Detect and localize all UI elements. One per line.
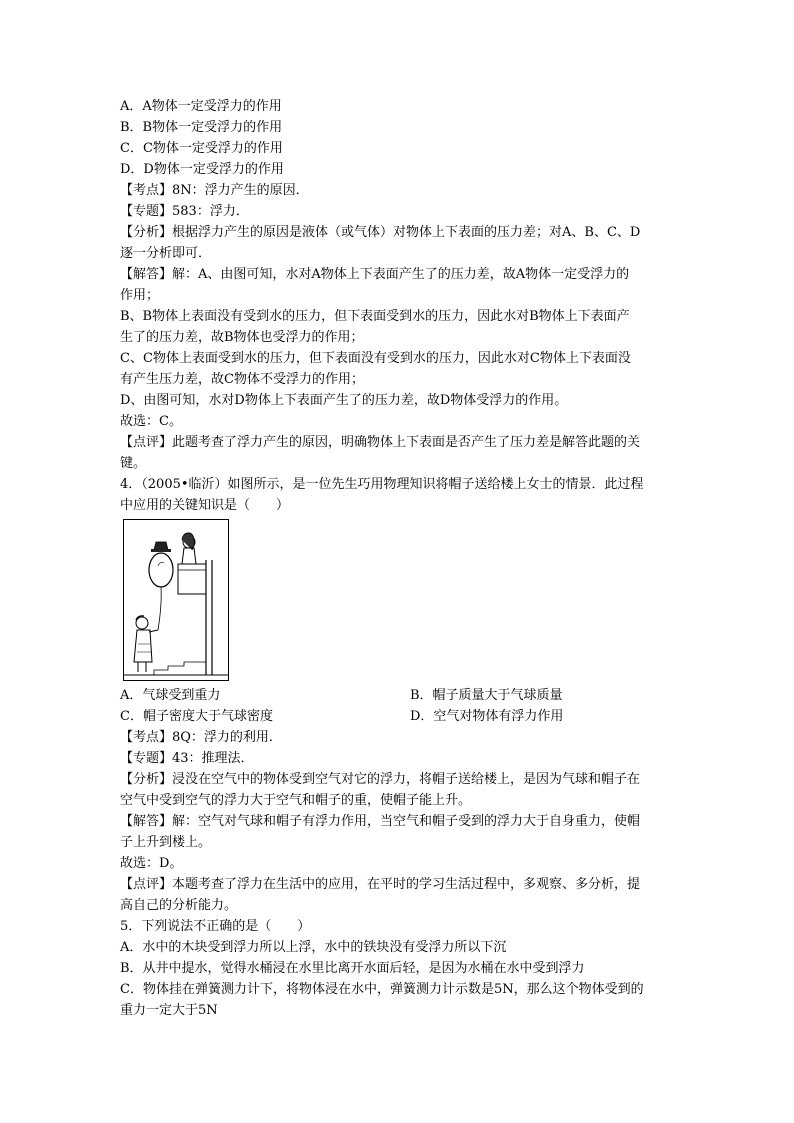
q3-jieda-line: 有产生压力差，故C物体不受浮力的作用； — [120, 372, 364, 387]
q5-option-a: A．水中的木块受到浮力所以上浮，水中的铁块没有受浮力所以下沉 — [120, 940, 507, 955]
balloon-hat-illustration — [123, 519, 229, 681]
q4-zhuanti: 【专题】43：推理法． — [120, 751, 254, 766]
q3-option-c: C．C物体一定受浮力的作用 — [120, 141, 283, 156]
q5-option-b: B．从井中提水，觉得水桶浸在水里比离开水面后轻，是因为水桶在水中受到浮力 — [120, 961, 585, 976]
q4-option-c: C．帽子密度大于气球密度 — [120, 709, 273, 724]
q3-dianping-line: 键。 — [120, 456, 147, 471]
q4-fenxi-line: 空气中受到空气的浮力大于空气和帽子的重，使帽子能上升。 — [120, 793, 472, 808]
q3-jieda-line: D、由图可知，水对D物体上下表面产生了的压力差，故D物体受浮力的作用。 — [120, 393, 568, 408]
q3-jieda-line: 作用； — [120, 288, 160, 303]
q3-jieda-line: 生了的压力差，故B物体也受浮力的作用； — [120, 330, 364, 345]
q4-answer: 故选：D。 — [120, 856, 183, 871]
q3-jieda-line: B、B物体上表面没有受到水的压力，但下表面受到水的压力，因此水对B物体上下表面产 — [120, 309, 630, 324]
q4-jieda-line: 子上升到楼上。 — [120, 835, 212, 850]
q3-jieda-line: C、C物体上表面受到水的压力，但下表面没有受到水的压力，因此水对C物体上下表面没 — [120, 351, 631, 366]
q5-option-c: C．物体挂在弹簧测力计下，将物体浸在水中，弹簧测力计示数是5N，那么这个物体受到的 — [120, 982, 644, 997]
q4-option-d: D．空气对物体有浮力作用 — [410, 709, 564, 724]
q3-fenxi-line: 逐一分析即可． — [120, 246, 212, 261]
q3-zhuanti: 【专题】583：浮力． — [120, 204, 249, 219]
q3-kaodian: 【考点】8N：浮力产生的原因． — [120, 183, 309, 198]
q4-stem-line: 中应用的关键知识是（ ） — [120, 498, 290, 513]
q4-option-b: B．帽子质量大于气球质量 — [410, 688, 563, 703]
balloon-hat-drawing — [124, 520, 228, 680]
q5-stem: 5．下列说法不正确的是（ ） — [120, 919, 311, 934]
q4-stem-line: 4．（2005•临沂）如图所示，是一位先生巧用物理知识将帽子送给楼上女士的情景．此过程 — [120, 477, 644, 492]
q4-options — [120, 685, 680, 727]
q3-option-a: A．A物体一定受浮力的作用 — [120, 99, 282, 114]
q4-jieda-line: 【解答】解：空气对气球和帽子有浮力作用，当空气和帽子受到的浮力大于自身重力，使帽 — [120, 814, 641, 829]
q3-dianping-line: 【点评】此题考查了浮力产生的原因，明确物体上下表面是否产生了压力差是解答此题的关 — [120, 435, 641, 450]
q3-option-d: D．D物体一定受浮力的作用 — [120, 162, 284, 177]
q3-fenxi-line: 【分析】根据浮力产生的原因是液体（或气体）对物体上下表面的压力差；对A、B、C、D — [120, 225, 641, 240]
q3-option-b: B．B物体一定受浮力的作用 — [120, 120, 283, 135]
q3-answer: 故选：C。 — [120, 414, 182, 429]
q5-option-c-continued: 重力一定大于5N — [120, 1003, 218, 1018]
q4-kaodian: 【考点】8Q：浮力的利用． — [120, 730, 282, 745]
q4-option-a: A．气球受到重力 — [120, 688, 221, 703]
q3-jieda-line: 【解答】解：A、由图可知，水对A物体上下表面产生了的压力差，故A物体一定受浮力的 — [120, 267, 630, 282]
q4-dianping-line: 高自己的分析能力。 — [120, 898, 238, 913]
document-page — [120, 96, 680, 1021]
q4-fenxi-line: 【分析】浸没在空气中的物体受到空气对它的浮力，将帽子送给楼上，是因为气球和帽子在 — [120, 772, 641, 787]
q4-dianping-line: 【点评】本题考查了浮力在生活中的应用，在平时的学习生活过程中，多观察、多分析，提 — [120, 877, 641, 892]
